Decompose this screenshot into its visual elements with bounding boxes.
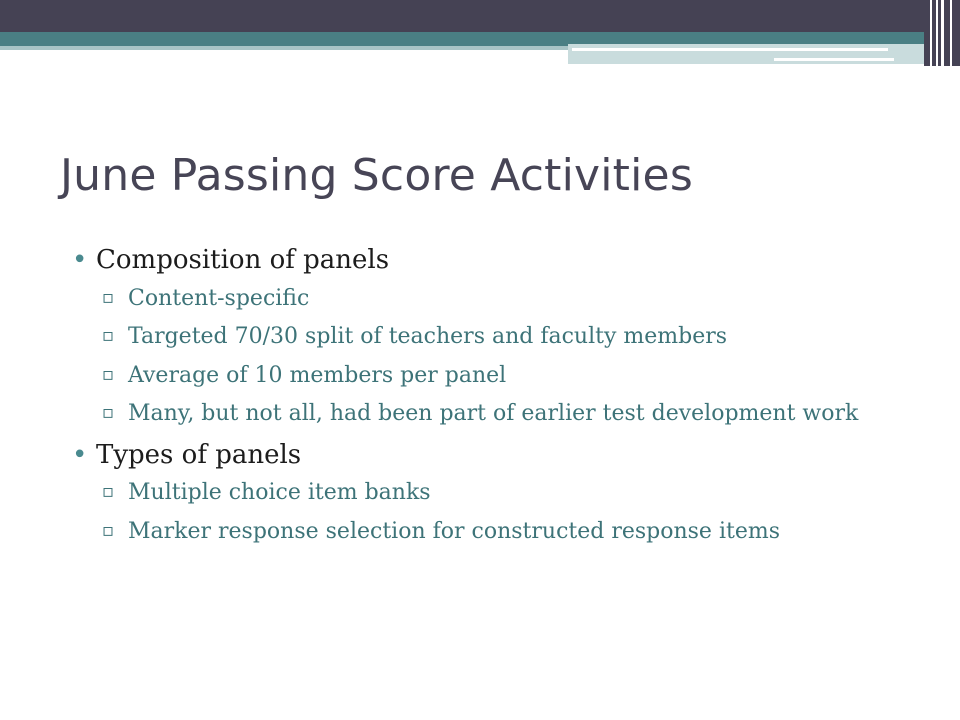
corner-stripe [950,0,952,66]
corner-stripes [924,0,960,66]
square-bullet-icon: ▫ [102,402,115,424]
header-highlight-line [572,48,888,51]
sub-bullet-item [72,400,912,429]
bullet-dot-icon: • [72,245,88,275]
header-highlight-line-short [774,58,894,61]
bullet-text: Composition of panels [96,245,390,275]
header-bar-teal-extension [0,32,568,46]
sub-bullet-item [72,479,912,508]
sub-bullet-item [72,518,912,547]
bullet-composition-of-panels [72,244,912,277]
bullet-dot-icon: • [72,439,88,470]
sub-bullet-list [72,479,912,546]
sub-bullet-item [72,362,912,391]
header-bar-shade [0,46,568,50]
sub-bullet-item [72,285,912,314]
sub-bullet-text: Multiple choice item banks [128,480,431,506]
square-bullet-icon: ▫ [102,286,115,308]
slide-body[interactable] [72,244,912,557]
bullet-text: Types of panels [96,439,302,470]
sub-bullet-text: Content-specific [128,285,310,311]
corner-stripe [936,0,938,66]
corner-stripe [941,0,944,66]
sub-bullet-text: Targeted 70/30 split of teachers and faculty members [128,324,728,350]
square-bullet-icon: ▫ [102,481,115,503]
header-bar-light-strip [568,44,960,64]
sub-bullet-text: Average of 10 members per panel [128,362,507,388]
sub-bullet-text: Many, but not all, had been part of earlier test development work [128,401,859,427]
sub-bullet-text: Marker response selection for constructed response items [128,518,780,544]
square-bullet-icon: ▫ [102,363,115,385]
square-bullet-icon: ▫ [102,325,115,347]
square-bullet-icon: ▫ [102,519,115,541]
slide-title[interactable]: June Passing Score Activities [60,150,693,201]
sub-bullet-item [72,323,912,352]
corner-stripe [930,0,932,66]
bullet-types-of-panels [72,439,912,472]
header-bar-dark [0,0,960,32]
sub-bullet-list [72,285,912,429]
